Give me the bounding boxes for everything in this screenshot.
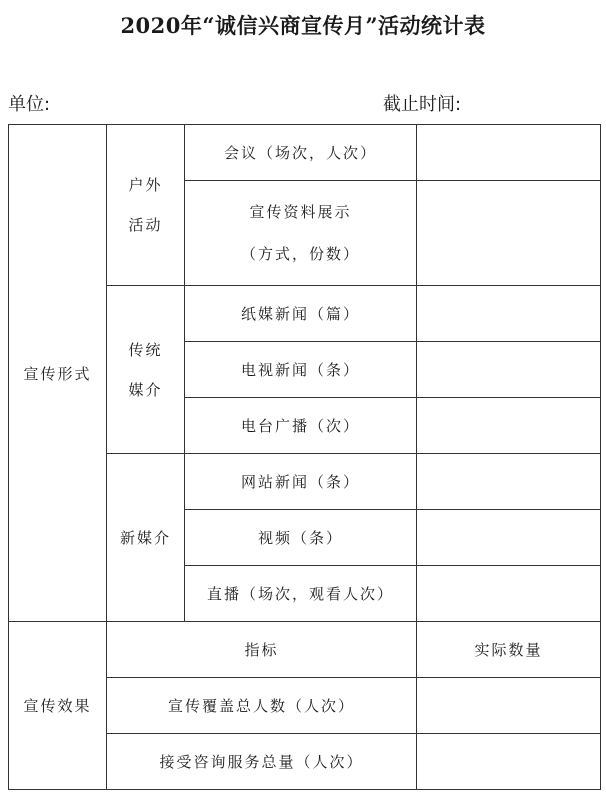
item-radio: 电台广播（次）: [185, 398, 417, 454]
statistics-table: [8, 124, 601, 790]
item-display-line1: 宣传资料展示: [249, 203, 352, 221]
value-tv-news[interactable]: [417, 342, 601, 398]
item-video: 视频（条）: [185, 510, 417, 566]
actual-header: 实际数量: [417, 622, 601, 678]
group-newmedia-cell: [107, 454, 185, 622]
section-effect-label: 宣传效果: [23, 697, 92, 715]
item-paper-news: 纸媒新闻（篇）: [185, 286, 417, 342]
item-meeting: 会议（场次，人次）: [185, 125, 417, 181]
section-form-label: 宣传形式: [23, 364, 92, 383]
item-live: 直播（场次，观看人次）: [185, 566, 417, 622]
section-effect-cell: [9, 622, 107, 790]
group-outdoor-line1: 户外: [128, 176, 163, 194]
section-form-cell: [9, 125, 107, 622]
value-radio[interactable]: [417, 398, 601, 454]
group-traditional-cell: [107, 286, 185, 454]
unit-label: 单位:: [8, 94, 51, 115]
group-traditional-line1: 传统: [128, 340, 163, 359]
value-live[interactable]: [417, 566, 601, 622]
item-display: [185, 181, 417, 286]
page-title: 2020年“诚信兴商宣传月”活动统计表: [120, 13, 486, 38]
item-tv-news: 电视新闻（条）: [185, 342, 417, 398]
deadline-label: 截止时间:: [383, 94, 462, 115]
value-display[interactable]: [417, 181, 601, 286]
indicator-header: 指标: [107, 622, 417, 678]
item-consult: 接受咨询服务总量（人次）: [107, 734, 417, 790]
group-newmedia-label: 新媒介: [119, 529, 171, 547]
item-coverage: 宣传覆盖总人数（人次）: [107, 678, 417, 734]
group-traditional-line2: 媒介: [128, 380, 163, 399]
value-meeting[interactable]: [417, 125, 601, 181]
item-web-news: 网站新闻（条）: [185, 454, 417, 510]
value-video[interactable]: [417, 510, 601, 566]
group-outdoor-line2: 活动: [128, 216, 163, 234]
value-consult[interactable]: [417, 734, 601, 790]
value-web-news[interactable]: [417, 454, 601, 510]
item-display-line2: （方式，份数）: [240, 245, 360, 263]
value-paper-news[interactable]: [417, 286, 601, 342]
group-outdoor-cell: [107, 125, 185, 286]
value-coverage[interactable]: [417, 678, 601, 734]
